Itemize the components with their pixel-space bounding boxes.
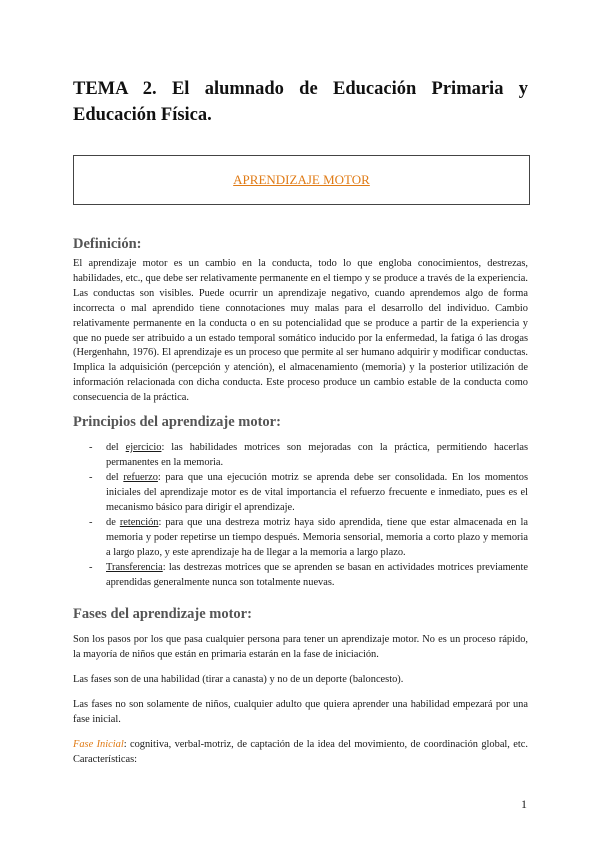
list-item: - del ejercicio: las habilidades motrices son mejoradas con la práctica, permitiendo hacerlas permanentes en la memoria.	[89, 442, 529, 468]
term-refuerzo: refuerzo	[123, 472, 158, 483]
term-retencion: retención	[119, 517, 159, 528]
title-line-1: TEMA 2. El alumnado de Educación Primaria y	[73, 79, 528, 99]
section-title: APRENDIZAJE MOTOR	[233, 172, 370, 187]
list-item: - del refuerzo: para que una ejecución motriz se aprenda debe ser consolidada. En los momentos iniciales del aprendizaje motor es de vital importancia el refuerzo frecuente e inmediato, pues es el mecanismo básico para dirigir el aprendizaje.	[89, 472, 528, 513]
fase-inicial-text: : cognitiva, verbal-motriz, de captación de la idea del movimiento, de coordinación global, etc. Características:	[73, 739, 528, 765]
definicion-text: El aprendizaje motor es un cambio en la conducta, todo lo que engloba conocimientos, destrezas, habilidades, etc., que debe ser relativamente permanente en el tiempo y se produce a través de la experiencia. Las conductas son visibles. Puede ocurrir un aprendizaje negativo, cuando aprendemos algo de forma incorrecta o mal aprendido tiene connotaciones muy malas para el desarrollo del individuo. Cambio relativamente permanente en la conducta o en su potencialidad que se produce a partir de la experiencia y que no puede ser atribuido a un estado temporal somático inducido por la enfermedad, la fatiga ó las drogas (Hergenhahn, 1976). El aprendizaje es un proceso que permite al ser humano adquirir y modificar conductas. Implica la adquisición (percepción y atención), el almacenamiento (memoria) y la posterior utilización de información relacionada con dicha conducta. Este proceso produce un cambio estable de la conducta como consecuencia de la práctica.	[73, 258, 528, 404]
fase-inicial-paragraph	[73, 738, 528, 768]
principios-list	[73, 440, 528, 590]
term-transferencia: Transferencia	[106, 562, 163, 573]
definicion-heading: Definición:	[73, 236, 142, 252]
fases-paragraph-3: Las fases no son solamente de niños, cualquier adulto que quiera aprender una habilidad empezará por una fase inicial.	[73, 699, 528, 725]
list-item: - de retención: para que una destreza motriz haya sido aprendida, tiene que estar almacenada en la memoria y poder repetirse un tiempo después. Memoria sensorial, memoria a corto plazo y memoria a largo plazo, y este aprendizaje ha de llegar a la memoria a largo plazo.	[89, 517, 528, 558]
page-number: 1	[521, 797, 527, 811]
principios-heading: Principios del aprendizaje motor:	[73, 414, 281, 430]
list-item: - Transferencia: las destrezas motrices que se aprenden se basan en actividades motrices previamente aprendidas generalmente nunca son totalmente nuevas.	[89, 562, 528, 588]
document-title	[73, 76, 528, 128]
fases-paragraph-2: Las fases son de una habilidad (tirar a canasta) y no de un deporte (baloncesto).	[73, 674, 404, 685]
term-ejercicio: ejercicio	[125, 442, 162, 453]
section-title-box	[73, 155, 530, 205]
fases-paragraph-1: Son los pasos por los que pasa cualquier persona para tener un aprendizaje motor. No es un proceso rápido, la mayoría de niños que están en primaria estarán en la fase de iniciación.	[73, 634, 528, 660]
fase-inicial-label: Fase Inicial	[73, 739, 124, 750]
fases-heading: Fases del aprendizaje motor:	[73, 606, 252, 622]
title-line-2: Educación Física.	[73, 105, 212, 125]
